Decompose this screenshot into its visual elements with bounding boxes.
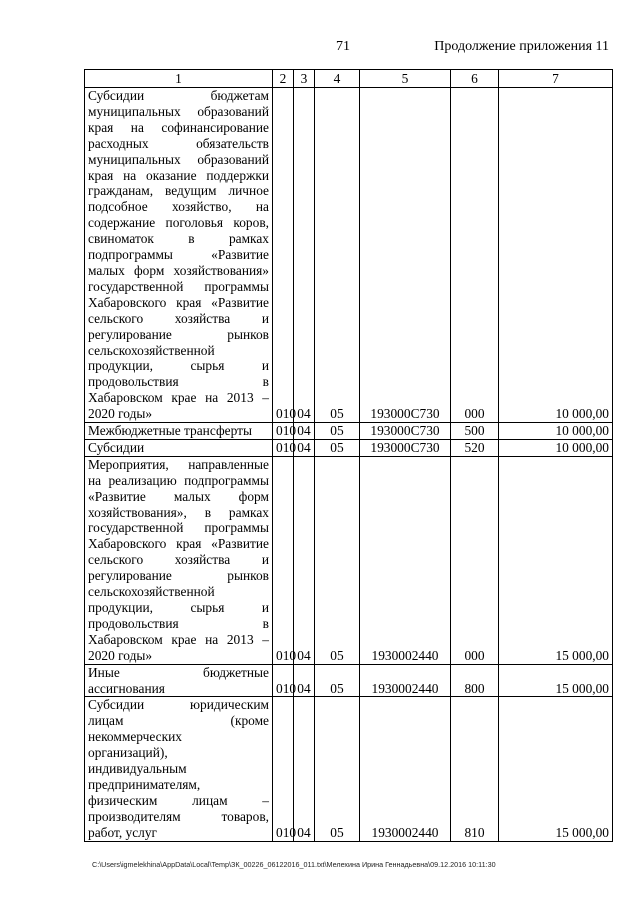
expense-name-line: 2020 годы» [88,647,153,663]
amount-cell: 10 000,00 [499,88,613,423]
page-number: 71 [336,39,350,54]
target-article-cell: 1930002440 [360,456,451,664]
expense-name-line: на реализацию подпрограммы [88,472,269,488]
expense-name-line: регулирование рынков [88,326,269,342]
expense-name-line: физическим лицам – [88,792,269,808]
expense-name-line: государственной программы [88,278,269,294]
expense-name-line: сельскохозяйственной [88,342,215,358]
expense-name-cell [85,697,273,841]
expense-name-line: регулирование рынков [88,568,269,584]
expense-type-cell: 000 [451,88,499,423]
table-row [85,456,613,664]
ministry-code-cell: 010 [273,439,294,456]
ministry-code-cell: 010 [273,664,294,697]
expense-name-line: сельского хозяйства и [88,552,269,568]
expense-name-line: организаций), [88,745,168,761]
table-row [85,664,613,697]
subsection-code-cell: 05 [315,664,360,697]
expense-type-cell: 000 [451,456,499,664]
section-code-cell: 04 [294,456,315,664]
expense-name-line: Хабаровского края «Развитие [88,536,269,552]
column-header: 1 [85,70,273,88]
expense-name-line: продукции, сырья и [88,600,269,615]
ministry-code-cell: 010 [273,423,294,440]
expense-name-line: Хабаровском крае на 2013 – [88,390,269,406]
expense-type-cell: 520 [451,439,499,456]
subsection-code-cell: 05 [315,456,360,664]
amount-cell: 10 000,00 [499,439,613,456]
subsection-code-cell: 05 [315,88,360,423]
appendix-continuation-note: Продолжение приложения 11 [434,39,609,54]
expense-name-line: муниципальных образований [88,151,269,167]
expense-name-line: предпринимателям, [88,776,201,792]
expense-name-cell [85,439,273,456]
expense-name-line: лицам (кроме [88,713,269,729]
expense-name-line: гражданам, ведущим личное [88,183,269,199]
expense-name-line: Иные бюджетные [88,664,269,680]
expense-name-line: индивидуальным [88,761,187,777]
expense-name-line: «Развитие малых форм [88,488,269,504]
column-header: 3 [294,70,315,88]
expense-name-line: края на софинансирование [88,119,269,135]
expense-name-cell [85,423,273,440]
expense-name-line: расходных обязательств [88,135,269,151]
expense-name-line: Межбюджетные трансферты [88,423,252,439]
budget-table [84,69,613,842]
expense-name-line: работ, услуг [88,824,158,840]
ministry-code-cell: 010 [273,697,294,841]
ministry-code-cell: 010 [273,88,294,423]
expense-name-line: государственной программы [88,520,269,536]
expense-type-cell: 500 [451,423,499,440]
expense-name-line: Хабаровском крае на 2013 – [88,631,269,647]
expense-name-line: продовольствия в [88,615,269,631]
column-number-row [85,70,613,88]
amount-cell: 15 000,00 [499,664,613,697]
expense-name-line: сельского хозяйства и [88,310,269,326]
expense-name-line: Субсидии юридическим [88,697,269,713]
file-path-footer: C:\Users\igmelekhina\AppData\Local\Temp\ЗК_00226_06122016_011.txt\Мелехина Ирина Геннадьевна\09.12.2016 10:11:30 [92,860,496,869]
expense-name-line: края на оказание поддержки [88,167,269,183]
target-article-cell: 1930002440 [360,664,451,697]
expense-name-line: 2020 годы» [88,406,153,422]
expense-type-cell: 800 [451,664,499,697]
section-code-cell: 04 [294,423,315,440]
expense-name-line: муниципальных образований [88,103,269,119]
section-code-cell: 04 [294,88,315,423]
expense-name-line: подсобное хозяйство, на [88,199,269,215]
amount-cell: 10 000,00 [499,423,613,440]
target-article-cell: 1930002440 [360,697,451,841]
expense-name-line: свиноматок в рамках [88,231,269,247]
table-row [85,439,613,456]
expense-name-line: содержание поголовья коров, [88,215,269,231]
target-article-cell: 193000С730 [360,423,451,440]
expense-name-cell [85,456,273,664]
subsection-code-cell: 05 [315,423,360,440]
expense-name-line: Хабаровского края «Развитие [88,294,269,310]
section-code-cell: 04 [294,664,315,697]
column-header: 2 [273,70,294,88]
subsection-code-cell: 05 [315,697,360,841]
expense-name-line: Субсидии [88,439,145,455]
column-header: 4 [315,70,360,88]
amount-cell: 15 000,00 [499,456,613,664]
amount-cell: 15 000,00 [499,697,613,841]
expense-name-line: продовольствия в [88,374,269,390]
target-article-cell: 193000С730 [360,88,451,423]
table-row [85,423,613,440]
expense-name-line: подпрограммы «Развитие [88,247,269,263]
expense-name-cell [85,88,273,423]
expense-name-line: Мероприятия, направленные [88,456,269,472]
expense-name-line: малых форм хозяйствования» [88,262,269,278]
expense-name-line: Субсидии бюджетам [88,88,269,103]
expense-name-line: сельскохозяйственной [88,584,215,600]
expense-name-line: хозяйствования», в рамках [88,504,269,520]
section-code-cell: 04 [294,697,315,841]
expense-name-cell [85,664,273,697]
table-row [85,697,613,841]
table-row [85,88,613,423]
expense-name-line: производителям товаров, [88,808,269,824]
column-header: 7 [499,70,613,88]
expense-name-line: продукции, сырья и [88,358,269,374]
column-header: 5 [360,70,451,88]
ministry-code-cell: 010 [273,456,294,664]
column-header: 6 [451,70,499,88]
section-code-cell: 04 [294,439,315,456]
subsection-code-cell: 05 [315,439,360,456]
expense-name-line: ассигнования [88,680,165,696]
expense-name-line: некоммерческих [88,729,182,745]
target-article-cell: 193000С730 [360,439,451,456]
expense-type-cell: 810 [451,697,499,841]
